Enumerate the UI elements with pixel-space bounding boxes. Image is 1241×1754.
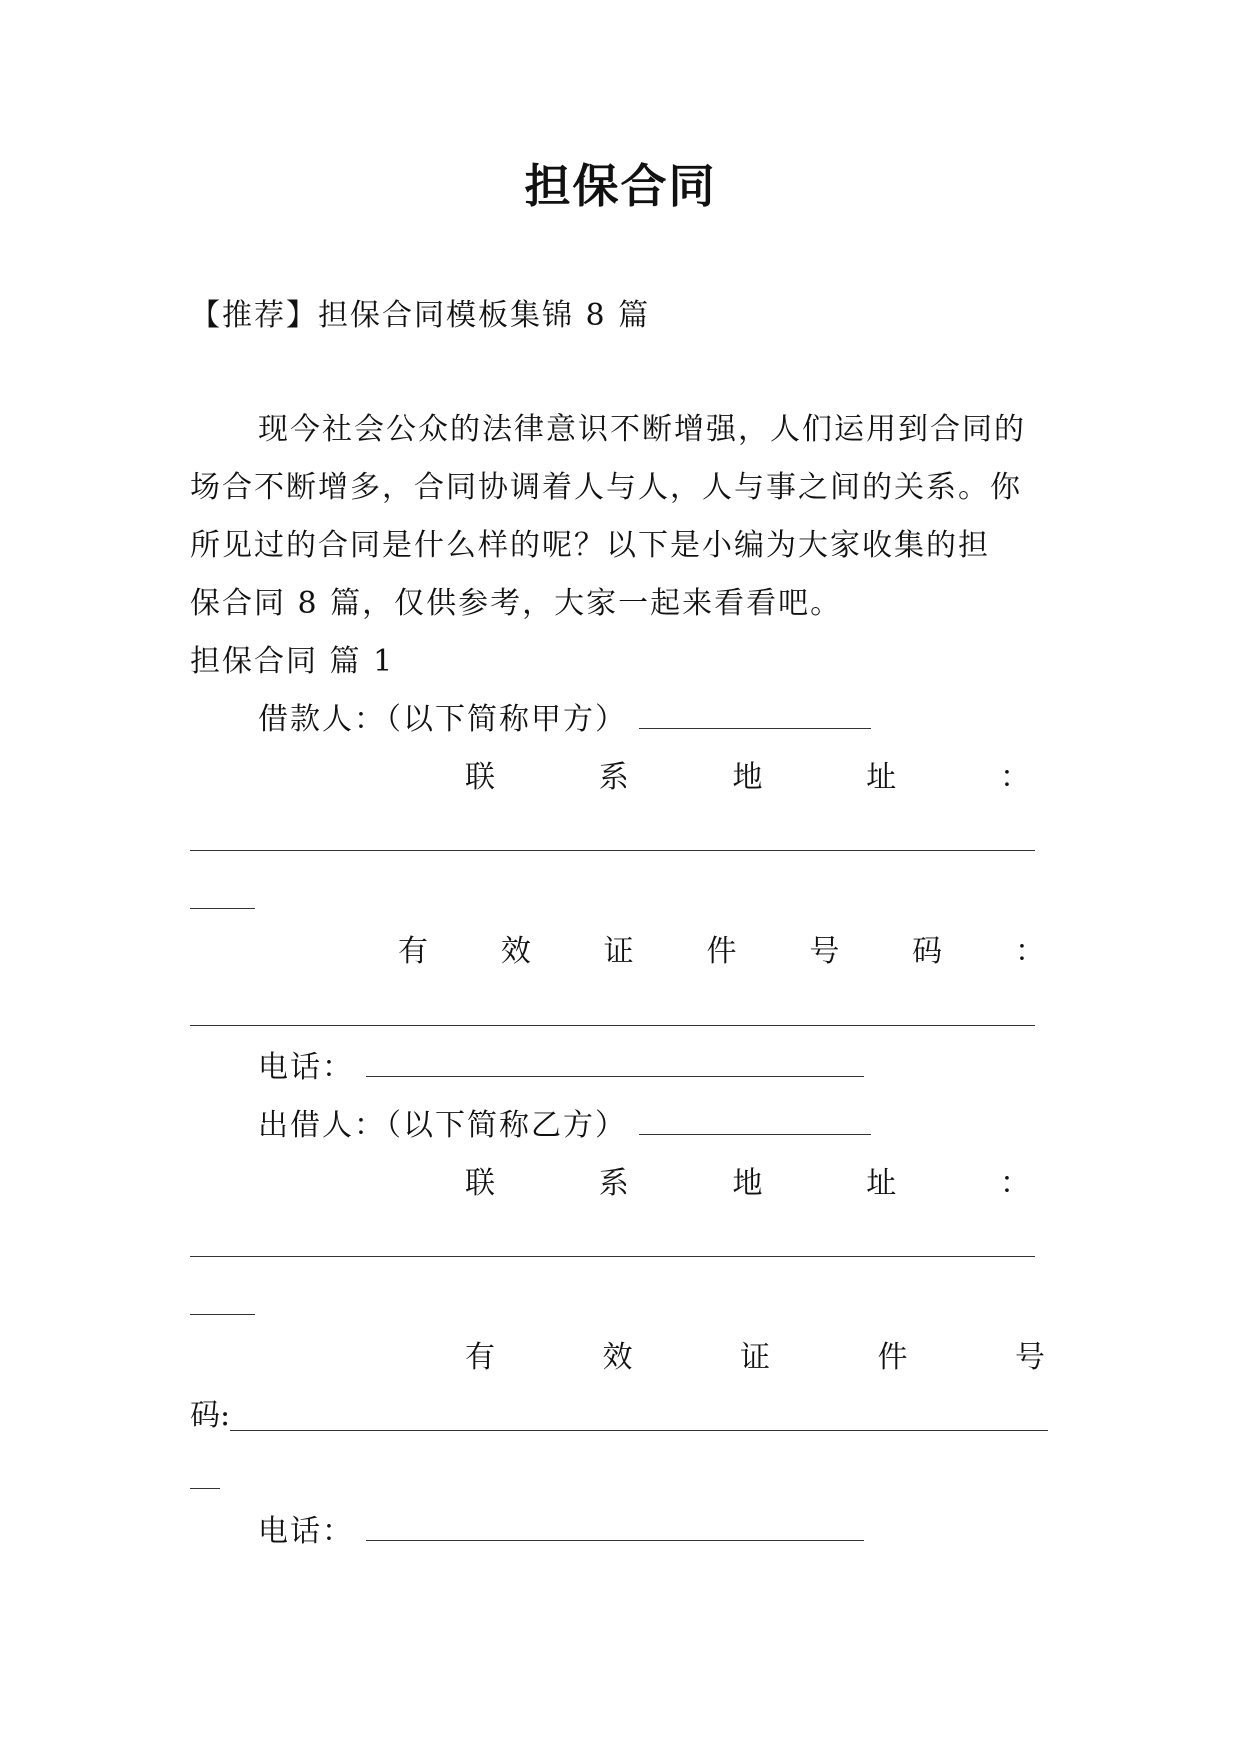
intro-line-4: 保合同 8 篇，仅供参考，大家一起来看看吧。	[190, 586, 843, 621]
lender-address-label: 联 系 地 址 ：	[465, 1166, 1030, 1201]
borrower-label: 借款人：（以下简称甲方）	[258, 702, 627, 737]
lender-id-tail: 码:	[190, 1398, 231, 1433]
borrower-id-blank[interactable]	[190, 1025, 1035, 1026]
borrower-name-blank[interactable]	[639, 700, 871, 729]
document-title: 担保合同	[524, 159, 717, 213]
lender-label-row	[258, 1106, 871, 1146]
borrower-address-label: 联 系 地 址 ：	[465, 760, 1030, 795]
section-heading: 担保合同 篇 1	[190, 644, 395, 679]
borrower-phone-blank[interactable]	[366, 1048, 864, 1077]
borrower-phone-row	[258, 1048, 864, 1088]
lender-id-blank-cont[interactable]	[190, 1488, 220, 1489]
intro-line-2: 场合不断增多，合同协调着人与人，人与事之间的关系。你	[190, 470, 1022, 505]
lender-label: 出借人：（以下简称乙方）	[258, 1108, 627, 1143]
lender-name-blank[interactable]	[639, 1106, 871, 1135]
borrower-phone-label: 电话：	[258, 1050, 354, 1085]
document-subtitle: 【推荐】担保合同模板集锦 8 篇	[190, 298, 651, 333]
lender-address-blank[interactable]	[190, 1256, 1035, 1257]
borrower-label-row	[258, 700, 871, 740]
lender-phone-row	[258, 1512, 864, 1552]
borrower-id-label: 有 效 证 件 号 码 ：	[398, 934, 1045, 969]
lender-address-blank-cont[interactable]	[190, 1314, 255, 1315]
borrower-address-blank[interactable]	[190, 850, 1035, 851]
lender-phone-blank[interactable]	[366, 1512, 864, 1541]
lender-id-label: 有 效 证 件 号	[465, 1340, 1045, 1375]
lender-id-blank[interactable]	[230, 1430, 1048, 1431]
lender-id-tail-row	[190, 1396, 230, 1436]
intro-line-3: 所见过的合同是什么样的呢？以下是小编为大家收集的担	[190, 528, 990, 563]
intro-line-1: 现今社会公众的法律意识不断增强，人们运用到合同的	[258, 412, 1026, 447]
lender-phone-label: 电话：	[258, 1514, 354, 1549]
borrower-address-blank-cont[interactable]	[190, 908, 255, 909]
